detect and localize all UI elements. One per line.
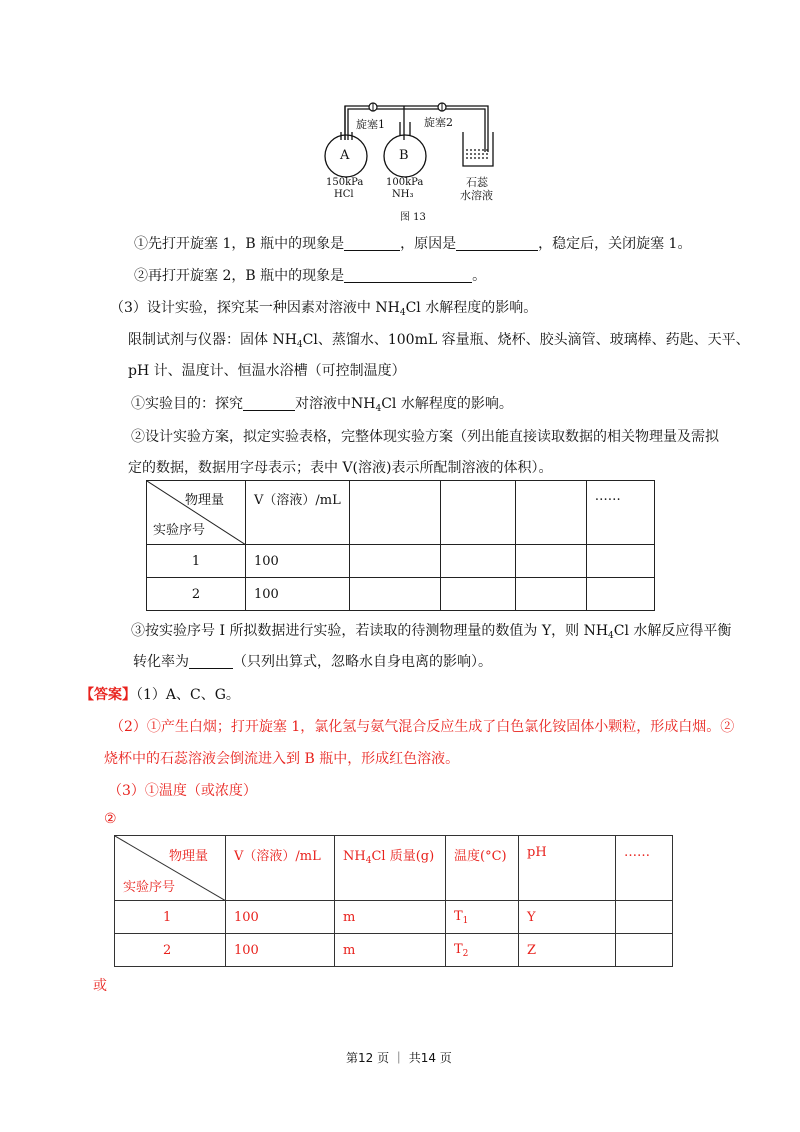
q2-line2: ②再打开旋塞 2，B 瓶中的现象是 。 — [134, 268, 487, 284]
table-cell: 100 — [246, 578, 350, 611]
column-header: V（溶液）/mL — [226, 836, 335, 901]
q3-design-line1: ②设计实验方案，拟定实验表格，完整体现实验方案（列出能直接读取数据的相关物理量及需拟 — [131, 429, 719, 445]
column-header: $NH_4Cl$ 质量(g) — [335, 836, 446, 901]
q3-limit-line1: 限制试剂与仪器：固体 $NH_4Cl$、蒸馏水、100mL 容量瓶、烧杯、胶头滴管、玻璃棒、药匙、天平、 — [128, 332, 750, 350]
row-number: 2 — [115, 934, 226, 967]
q3-purpose: ①实验目的：探究 对溶液中$NH_4Cl$ 水解程度的影响。 — [131, 396, 513, 414]
row-number: 1 — [115, 901, 226, 934]
flask-b-pressure: 100kPa — [386, 177, 424, 188]
flask-b-gas: NH₃ — [392, 189, 414, 200]
answer-line-1: 【答案】（1）A、C、G。 — [80, 687, 240, 703]
answer-line-2: （2）①产生白烟；打开旋塞 1，氯化氢与氨气混合反应生成了白色氯化铵固体小颗粒，形成白烟。② — [110, 719, 735, 735]
table-diagonal-header: 物理量 实验序号 — [147, 481, 246, 545]
q3-intro: （3）设计实验，探究某一种因素对溶液中 $NH_4Cl$ 水解程度的影响。 — [110, 300, 538, 318]
table-cell[interactable] — [440, 481, 515, 545]
table-cell: 100 — [226, 901, 335, 934]
answer-line-4: （3）①温度（或浓度） — [108, 783, 257, 799]
column-header-ellipsis: …… — [586, 481, 654, 545]
table-cell[interactable] — [440, 578, 515, 611]
table-cell — [616, 934, 673, 967]
table-cell[interactable] — [349, 481, 440, 545]
figure-caption: 图 13 — [400, 212, 426, 223]
table-cell[interactable] — [586, 578, 654, 611]
answer-line-3: 烧杯中的石蕊溶液会倒流进入到 B 瓶中，形成红色溶液。 — [104, 751, 460, 767]
q3-part3-line2: 转化率为 （只列出算式，忽略水自身电离的影响）。 — [133, 654, 492, 670]
table-cell: m — [335, 934, 446, 967]
table-diagonal-header: 物理量 实验序号 — [115, 836, 226, 901]
flask-a-label: A — [340, 148, 350, 163]
column-header: pH — [519, 836, 616, 901]
column-header: 温度(°C) — [446, 836, 519, 901]
row-number: 2 — [147, 578, 246, 611]
flask-b-label: B — [399, 148, 409, 163]
table-cell: m — [335, 901, 446, 934]
table-cell: 100 — [246, 545, 350, 578]
question-table — [146, 480, 655, 611]
beaker-label-1: 石蕊 — [466, 176, 488, 189]
table-cell: Y — [519, 901, 616, 934]
beaker-label-2: 水溶液 — [460, 189, 493, 202]
answer-blank[interactable] — [189, 654, 233, 669]
q3-part3-line1: ③按实验序号 I 所拟数据进行实验，若读取的待测物理量的数值为 Y，则 $NH_4Cl$ 水解反应得平衡 — [131, 623, 732, 641]
table-cell[interactable] — [586, 545, 654, 578]
answer-blank[interactable] — [456, 236, 538, 251]
answer-blank[interactable] — [243, 396, 295, 411]
flask-a-gas: HCl — [334, 189, 354, 200]
valve2-label: 旋塞2 — [424, 116, 453, 129]
table-cell[interactable] — [515, 481, 586, 545]
table-cell: $T_1$ — [446, 901, 519, 934]
answer-blank[interactable] — [344, 268, 472, 283]
table-cell: 100 — [226, 934, 335, 967]
answer-blank[interactable] — [344, 236, 400, 251]
answer-table — [114, 835, 673, 967]
table-cell: $T_2$ — [446, 934, 519, 967]
table-cell[interactable] — [349, 578, 440, 611]
answer-or: 或 — [93, 978, 107, 994]
q3-design-line2: 定的数据，数据用字母表示；表中 V(溶液)表示所配制溶液的体积）。 — [128, 460, 553, 476]
answer-tag: 【答案】 — [80, 687, 136, 703]
row-number: 1 — [147, 545, 246, 578]
table-cell[interactable] — [349, 545, 440, 578]
table-cell[interactable] — [515, 578, 586, 611]
flask-a-pressure: 150kPa — [326, 177, 364, 188]
table-cell: Z — [519, 934, 616, 967]
column-header: V（溶液）/mL — [246, 481, 350, 545]
table-cell[interactable] — [515, 545, 586, 578]
table-cell — [616, 901, 673, 934]
table-cell[interactable] — [440, 545, 515, 578]
column-header-ellipsis: …… — [616, 836, 673, 901]
q3-limit-line2: pH 计、温度计、恒温水浴槽（可控制温度） — [128, 363, 406, 379]
q2-line1: ①先打开旋塞 1，B 瓶中的现象是 ，原因是 ，稳定后，关闭旋塞 1。 — [134, 236, 692, 252]
answer-line-5: ② — [104, 811, 117, 827]
valve1-label: 旋塞1 — [356, 118, 385, 131]
page-footer: 第12 页 ｜ 共14 页 — [346, 1051, 452, 1065]
